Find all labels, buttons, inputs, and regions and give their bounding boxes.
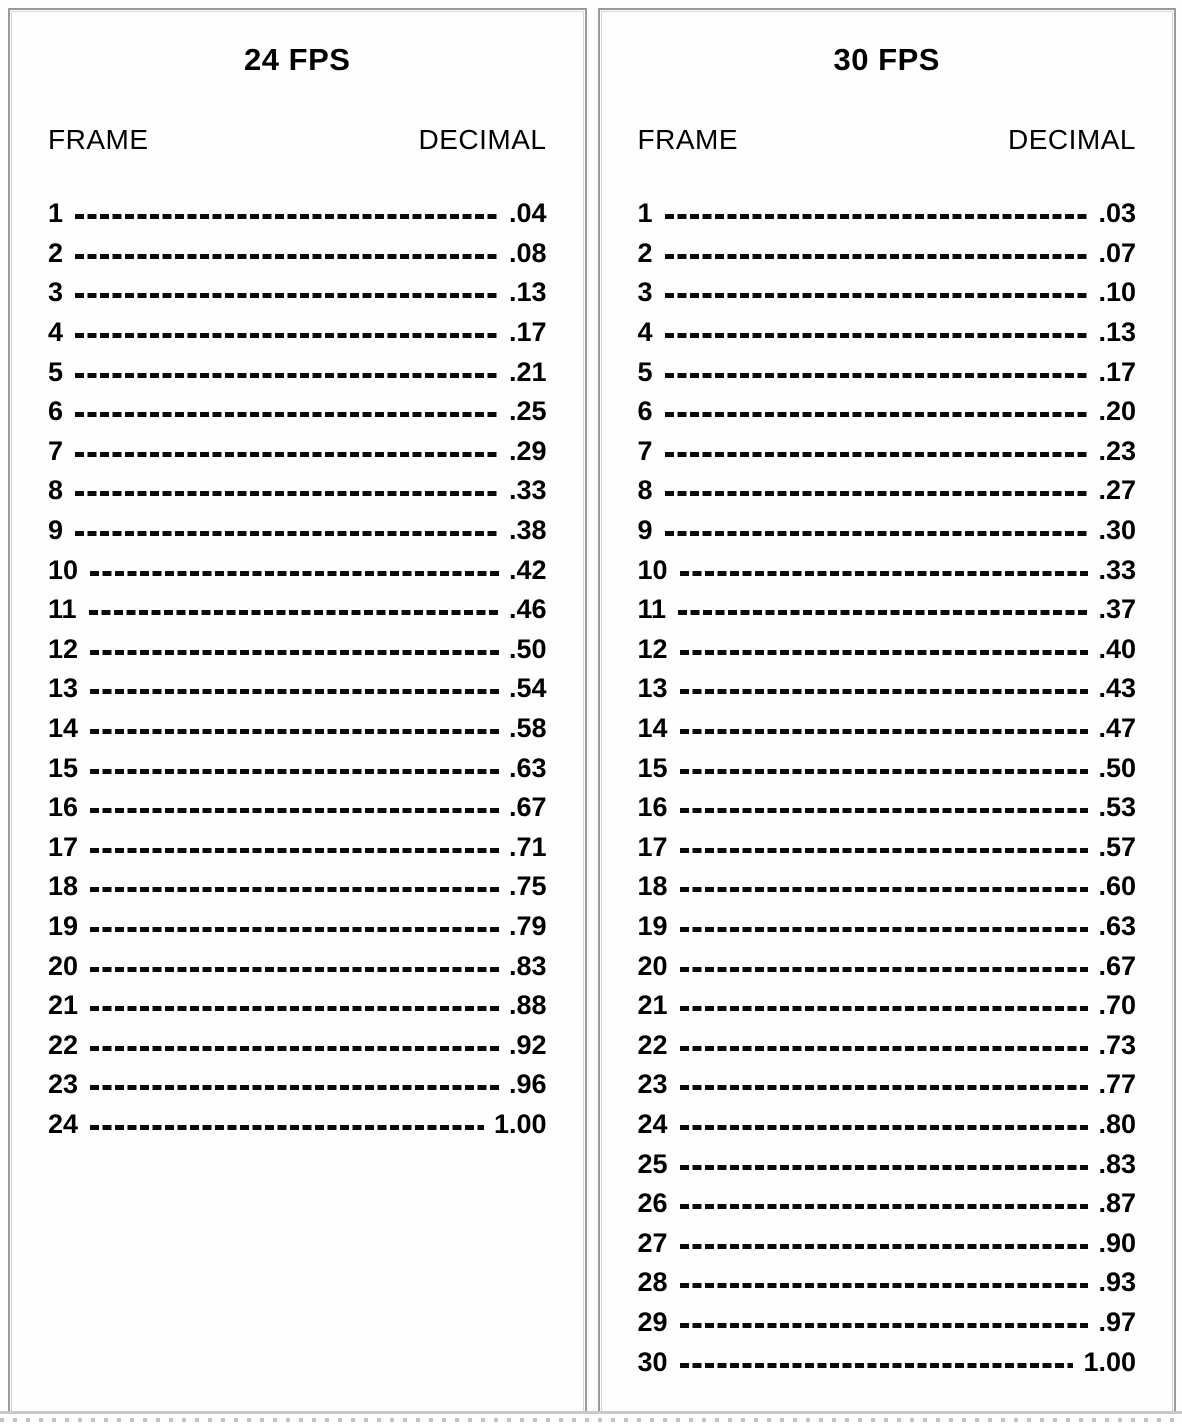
fps-30-rows xyxy=(638,194,1137,1382)
decimal-value: .46 xyxy=(508,594,547,625)
fps-30-column-headers xyxy=(638,124,1137,156)
dash-leader xyxy=(665,491,1089,496)
dash-leader xyxy=(90,1046,499,1051)
decimal-value: .03 xyxy=(1098,198,1136,229)
table-row xyxy=(638,1144,1137,1184)
fps-24-column-headers xyxy=(48,124,547,156)
decimal-value: .33 xyxy=(1098,554,1136,585)
decimal-value: .25 xyxy=(508,396,547,427)
frame-number: 5 xyxy=(48,356,64,387)
dash-leader xyxy=(680,1244,1089,1249)
table-row xyxy=(48,1025,547,1065)
frame-number: 10 xyxy=(637,554,668,585)
table-row xyxy=(48,669,547,709)
dash-leader xyxy=(680,808,1089,813)
frame-number: 23 xyxy=(637,1069,668,1100)
frame-number: 15 xyxy=(48,752,79,783)
decimal-value: .47 xyxy=(1098,713,1136,744)
dash-leader xyxy=(680,1006,1089,1011)
dash-leader xyxy=(680,650,1089,655)
decimal-column-header: DECIMAL xyxy=(418,124,547,155)
decimal-value: .93 xyxy=(1098,1267,1136,1298)
frame-number: 22 xyxy=(637,1029,668,1060)
frame-number: 7 xyxy=(637,435,653,466)
table-row xyxy=(638,234,1137,274)
dash-leader xyxy=(665,373,1089,378)
dash-leader xyxy=(680,729,1089,734)
decimal-value: .17 xyxy=(1098,356,1136,387)
dash-leader xyxy=(680,1204,1089,1209)
frame-number: 30 xyxy=(637,1346,668,1377)
dash-leader xyxy=(678,610,1088,615)
frame-number: 17 xyxy=(637,831,668,862)
frame-number: 10 xyxy=(48,554,79,585)
decimal-value: .71 xyxy=(508,831,547,862)
frame-number: 20 xyxy=(637,950,668,981)
table-row xyxy=(638,907,1137,947)
decimal-value: .73 xyxy=(1098,1029,1136,1060)
table-row xyxy=(638,630,1137,670)
table-row xyxy=(638,550,1137,590)
dash-leader xyxy=(90,967,499,972)
decimal-value: .67 xyxy=(508,792,547,823)
decimal-value: .67 xyxy=(1098,950,1136,981)
fps-24-panel xyxy=(8,8,587,1411)
frame-number: 7 xyxy=(48,435,64,466)
decimal-value: .29 xyxy=(508,435,547,466)
dash-leader xyxy=(75,293,499,298)
frame-number: 23 xyxy=(48,1069,79,1100)
dash-leader xyxy=(680,848,1089,853)
decimal-value: .70 xyxy=(1098,990,1136,1021)
dash-leader xyxy=(75,531,499,536)
frame-number: 6 xyxy=(48,396,64,427)
decimal-value: .40 xyxy=(1098,633,1136,664)
dash-leader xyxy=(89,610,499,615)
decimal-value: .13 xyxy=(1098,317,1136,348)
table-row xyxy=(48,630,547,670)
table-row xyxy=(638,669,1137,709)
table-row xyxy=(638,1303,1137,1343)
frame-number: 16 xyxy=(48,792,79,823)
frame-number: 27 xyxy=(637,1227,668,1258)
dash-leader xyxy=(665,531,1089,536)
decimal-value: .75 xyxy=(508,871,547,902)
frame-number: 12 xyxy=(637,633,668,664)
frame-number: 2 xyxy=(48,237,64,268)
frame-number: 14 xyxy=(637,713,668,744)
dash-leader xyxy=(90,808,499,813)
decimal-column-header: DECIMAL xyxy=(1008,124,1136,155)
dash-leader xyxy=(90,1125,484,1130)
table-row xyxy=(48,867,547,907)
decimal-value: .20 xyxy=(1098,396,1136,427)
fps-24-title: 24 FPS xyxy=(244,42,351,77)
dash-leader xyxy=(680,1283,1089,1288)
decimal-value: .54 xyxy=(508,673,547,704)
dash-leader xyxy=(680,1363,1074,1368)
dash-leader xyxy=(680,1125,1089,1130)
frame-number: 17 xyxy=(48,831,79,862)
decimal-value: .23 xyxy=(1098,435,1136,466)
dash-leader xyxy=(680,927,1089,932)
table-row xyxy=(638,590,1137,630)
table-row xyxy=(48,313,547,353)
decimal-value: .77 xyxy=(1098,1069,1136,1100)
decimal-value: .08 xyxy=(508,237,547,268)
table-row xyxy=(48,194,547,234)
table-row xyxy=(48,471,547,511)
table-row xyxy=(638,1025,1137,1065)
decimal-value: .57 xyxy=(1098,831,1136,862)
dash-leader xyxy=(90,729,499,734)
table-row xyxy=(638,352,1137,392)
table-row xyxy=(48,907,547,947)
dash-leader xyxy=(90,650,499,655)
table-row xyxy=(638,432,1137,472)
decimal-value: .63 xyxy=(508,752,547,783)
dash-leader xyxy=(75,254,499,259)
table-row xyxy=(48,352,547,392)
decimal-value: .13 xyxy=(508,277,547,308)
decimal-value: .30 xyxy=(1098,515,1136,546)
table-row xyxy=(638,788,1137,828)
frame-column-header: FRAME xyxy=(48,124,149,155)
table-row xyxy=(638,392,1137,432)
decimal-value: .37 xyxy=(1098,594,1136,625)
dash-leader xyxy=(680,571,1089,576)
decimal-value: .27 xyxy=(1098,475,1136,506)
table-row xyxy=(48,550,547,590)
decimal-value: .42 xyxy=(508,554,547,585)
dash-leader xyxy=(665,293,1089,298)
dash-leader xyxy=(90,689,499,694)
decimal-value: .83 xyxy=(508,950,547,981)
dash-leader xyxy=(90,571,499,576)
dash-leader xyxy=(665,333,1089,338)
table-row xyxy=(638,471,1137,511)
dash-leader xyxy=(90,927,499,932)
dash-leader xyxy=(665,452,1089,457)
dash-leader xyxy=(90,1085,499,1090)
dash-leader xyxy=(680,967,1089,972)
dash-leader xyxy=(680,1085,1089,1090)
frame-number: 4 xyxy=(48,317,64,348)
table-row xyxy=(48,234,547,274)
table-row xyxy=(48,986,547,1026)
dash-leader xyxy=(665,412,1089,417)
dash-leader xyxy=(90,887,499,892)
dash-leader xyxy=(680,1323,1089,1328)
frame-number: 19 xyxy=(48,910,79,941)
table-row xyxy=(48,709,547,749)
decimal-value: .63 xyxy=(1098,910,1136,941)
frame-number: 9 xyxy=(637,515,653,546)
decimal-value: .80 xyxy=(1098,1108,1136,1139)
table-row xyxy=(638,867,1137,907)
table-row xyxy=(638,1105,1137,1145)
table-row xyxy=(48,788,547,828)
dash-leader xyxy=(665,214,1089,219)
table-row xyxy=(638,1342,1137,1382)
frame-number: 8 xyxy=(48,475,64,506)
decimal-value: .96 xyxy=(508,1069,547,1100)
table-row xyxy=(638,709,1137,749)
frame-number: 5 xyxy=(637,356,653,387)
dash-leader xyxy=(680,887,1089,892)
dash-leader xyxy=(90,1006,499,1011)
frame-number: 26 xyxy=(637,1188,668,1219)
decimal-value: .53 xyxy=(1098,792,1136,823)
frame-number: 13 xyxy=(637,673,668,704)
table-row xyxy=(48,828,547,868)
decimal-value: .90 xyxy=(1098,1227,1136,1258)
dash-leader xyxy=(75,333,499,338)
dash-leader xyxy=(90,848,499,853)
frame-number: 11 xyxy=(48,594,77,625)
decimal-value: .88 xyxy=(508,990,547,1021)
frame-number: 24 xyxy=(637,1108,668,1139)
table-row xyxy=(638,194,1137,234)
frame-number: 21 xyxy=(48,990,79,1021)
dash-leader xyxy=(680,1046,1089,1051)
table-row xyxy=(48,590,547,630)
decimal-value: .04 xyxy=(508,198,547,229)
table-row xyxy=(48,748,547,788)
frame-number: 15 xyxy=(637,752,668,783)
decimal-value: .87 xyxy=(1098,1188,1136,1219)
frame-number: 4 xyxy=(637,317,653,348)
frame-number: 12 xyxy=(48,633,79,664)
frame-number: 8 xyxy=(637,475,653,506)
table-row xyxy=(48,511,547,551)
frame-number: 28 xyxy=(637,1267,668,1298)
table-row xyxy=(638,313,1137,353)
table-row xyxy=(638,986,1137,1026)
decimal-value: .07 xyxy=(1098,237,1136,268)
table-row xyxy=(638,748,1137,788)
frame-number: 19 xyxy=(637,910,668,941)
table-row xyxy=(48,946,547,986)
dash-leader xyxy=(75,491,499,496)
decimal-value: .17 xyxy=(508,317,547,348)
frame-number: 13 xyxy=(48,673,79,704)
table-row xyxy=(48,432,547,472)
decimal-value: .21 xyxy=(508,356,547,387)
dash-leader xyxy=(665,254,1089,259)
fps-30-panel xyxy=(598,8,1177,1411)
decimal-value: .97 xyxy=(1098,1306,1136,1337)
frame-number: 18 xyxy=(48,871,79,902)
decimal-value: 1.00 xyxy=(1083,1346,1136,1377)
fps-30-title: 30 FPS xyxy=(833,42,940,77)
decimal-value: .92 xyxy=(508,1029,547,1060)
frame-column-header: FRAME xyxy=(637,124,738,155)
frame-number: 20 xyxy=(48,950,79,981)
page-divider-line xyxy=(0,1411,1182,1414)
table-row xyxy=(638,511,1137,551)
frame-number: 1 xyxy=(48,198,64,229)
table-row xyxy=(638,1263,1137,1303)
decimal-value: .10 xyxy=(1098,277,1136,308)
page-dotted-border xyxy=(0,1418,1182,1422)
decimal-value: .58 xyxy=(508,713,547,744)
table-row xyxy=(48,273,547,313)
frame-number: 3 xyxy=(637,277,653,308)
dash-leader xyxy=(75,214,499,219)
frame-number: 3 xyxy=(48,277,64,308)
dash-leader xyxy=(75,412,499,417)
decimal-value: .33 xyxy=(508,475,547,506)
dash-leader xyxy=(680,1165,1089,1170)
frame-number: 14 xyxy=(48,713,79,744)
frame-number: 11 xyxy=(637,594,667,625)
table-row xyxy=(638,828,1137,868)
table-row xyxy=(638,946,1137,986)
table-row xyxy=(638,273,1137,313)
decimal-value: .83 xyxy=(1098,1148,1136,1179)
frame-number: 25 xyxy=(637,1148,668,1179)
frame-number: 18 xyxy=(637,871,668,902)
decimal-value: .50 xyxy=(1098,752,1136,783)
table-row xyxy=(48,1105,547,1145)
frame-number: 6 xyxy=(637,396,653,427)
dash-leader xyxy=(75,373,499,378)
table-row xyxy=(48,392,547,432)
decimal-value: .79 xyxy=(508,910,547,941)
decimal-value: .50 xyxy=(508,633,547,664)
dash-leader xyxy=(90,769,499,774)
decimal-value: .43 xyxy=(1098,673,1136,704)
frame-number: 24 xyxy=(48,1108,79,1139)
decimal-value: .60 xyxy=(1098,871,1136,902)
table-row xyxy=(638,1065,1137,1105)
table-row xyxy=(638,1184,1137,1224)
frame-number: 16 xyxy=(637,792,668,823)
frame-number: 2 xyxy=(637,237,653,268)
table-row xyxy=(638,1223,1137,1263)
frame-number: 22 xyxy=(48,1029,79,1060)
frame-number: 21 xyxy=(637,990,668,1021)
frame-number: 9 xyxy=(48,515,64,546)
dash-leader xyxy=(680,769,1089,774)
decimal-value: 1.00 xyxy=(493,1108,547,1139)
table-row xyxy=(48,1065,547,1105)
dash-leader xyxy=(75,452,499,457)
frame-number: 1 xyxy=(637,198,653,229)
frame-number: 29 xyxy=(637,1306,668,1337)
dash-leader xyxy=(680,689,1089,694)
decimal-value: .38 xyxy=(508,515,547,546)
fps-24-rows xyxy=(48,194,547,1144)
